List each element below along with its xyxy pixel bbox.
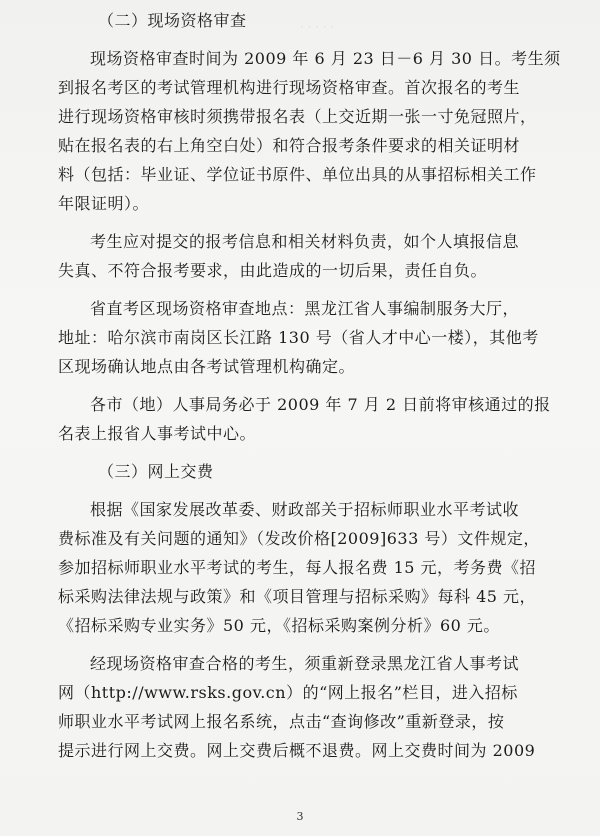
paragraph-line: 进行现场资格审核时须携带报名表（上交近期一张一寸免冠照片， <box>58 107 537 126</box>
paragraph-line: 考生应对提交的报考信息和相关材料负责，如个人填报信息 <box>90 232 520 251</box>
paragraph-line: 网（http://www.rsks.gov.cn）的“网上报名”栏目，进入招标 <box>58 683 518 702</box>
paragraph-line: 根据《国家发展改革委、财政部关于招标师职业水平考试收 <box>90 500 520 519</box>
bleed-through-text: · · · · · <box>300 20 335 34</box>
paragraph-line: 料（包括：毕业证、学位证书原件、单位出具的从事招标相关工作 <box>58 165 537 184</box>
section-2-heading: （二）现场资格审查 <box>98 11 247 30</box>
paragraph-line: 失真、不符合报考要求，由此造成的一切后果，责任自负。 <box>58 261 488 280</box>
paragraph-line: 到报名考区的考试管理机构进行现场资格审查。首次报名的考生 <box>58 78 521 97</box>
page-number: 3 <box>296 810 304 823</box>
paragraph-line: 现场资格审查时间为 2009 年 6 月 23 日－6 月 30 日。考生须 <box>90 49 561 68</box>
paragraph-line: 参加招标师职业水平考试的考生，每人报名费 15 元，考务费《招 <box>58 558 537 577</box>
paragraph-line: 年限证明）。 <box>58 194 150 213</box>
paragraph-line: 省直考区现场资格审查地点：黑龙江省人事编制服务大厅， <box>90 299 520 318</box>
paragraph-line: 师职业水平考试网上报名系统，点击“查询修改”重新登录，按 <box>58 712 505 731</box>
paragraph-line: 贴在报名表的右上角空白处）和符合报考条件要求的相关证明材 <box>58 136 521 155</box>
paragraph-line: 费标准及有关问题的通知》（发改价格[2009]633 号）文件规定， <box>58 529 540 548</box>
paragraph-line: 各市（地）人事局务必于 2009 年 7 月 2 日前将审核通过的报 <box>90 395 551 414</box>
document-body <box>58 6 583 765</box>
paragraph-line: 地址：哈尔滨市南岗区长江路 130 号（省人才中心一楼），其他考 <box>58 328 539 347</box>
section-3-heading: （三）网上交费 <box>98 462 214 481</box>
paragraph-line: 名表上报省人事考试中心。 <box>58 424 257 443</box>
paragraph-line: 标采购法律法规与政策》和《项目管理与招标采购》每科 45 元， <box>58 587 537 606</box>
paragraph-line: 区现场确认地点由各考试管理机构确定。 <box>58 357 356 376</box>
paragraph-line: 《招标采购专业实务》50 元，《招标采购案例分析》60 元。 <box>58 616 500 635</box>
paragraph-line: 经现场资格审查合格的考生，须重新登录黑龙江省人事考试 <box>90 654 520 673</box>
paragraph-line: 提示进行网上交费。网上交费后概不退费。网上交费时间为 2009 <box>58 741 536 760</box>
